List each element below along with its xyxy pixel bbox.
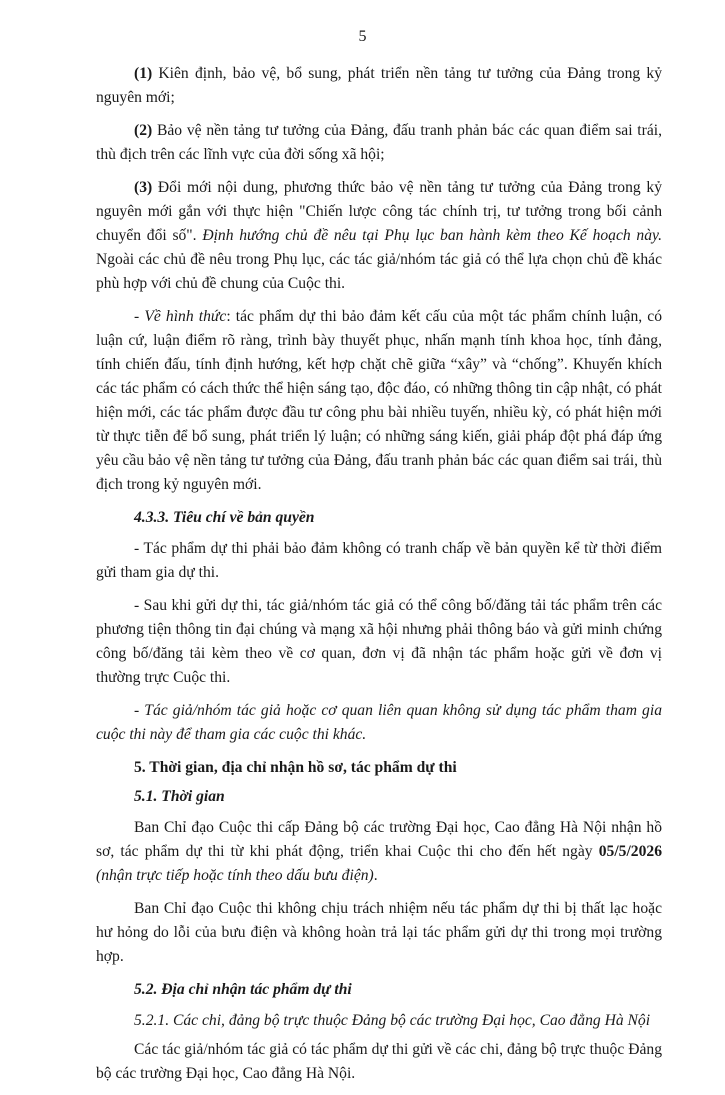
item-3-rest: Ngoài các chủ đề nêu trong Phụ lục, các tác giả/nhóm tác giả có thể lựa chọn chủ đề khác phù hợp với chủ đề chung của Cuộc thi. xyxy=(96,251,662,292)
item-1-number: (1) xyxy=(134,65,153,82)
item-3-italic-note: Định hướng chủ đề nêu tại Phụ lục ban hành kèm theo Kế hoạch này. xyxy=(202,227,662,244)
item-3-number: (3) xyxy=(134,179,153,196)
item-1-text: Kiên định, bảo vệ, bổ sung, phát triển nền tảng tư tưởng của Đảng trong kỷ nguyên mới; xyxy=(96,65,662,106)
deadline-note: (nhận trực tiếp hoặc tính theo dấu bưu điện) xyxy=(96,867,374,884)
deadline-text: Ban Chỉ đạo Cuộc thi cấp Đảng bộ các trường Đại học, Cao đẳng Hà Nội nhận hồ sơ, tác phẩm dự thi từ khi phát động, triển khai Cuộc thi cho đến hết ngày xyxy=(96,819,662,860)
section-5-2-heading: 5.2. Địa chỉ nhận tác phẩm dự thi xyxy=(134,981,352,998)
section-5-2-1-paragraph: Các tác giả/nhóm tác giả có tác phẩm dự thi gửi về các chi, đảng bộ trực thuộc Đảng bộ các trường Đại học, Cao đẳng Hà Nội. xyxy=(96,1041,662,1082)
item-2-number: (2) xyxy=(134,122,153,139)
deadline-end: . xyxy=(373,867,378,884)
copyright-paragraph-3: - Tác giả/nhóm tác giả hoặc cơ quan liên quan không sử dụng tác phẩm tham gia cuộc thi này để tham gia các cuộc thi khác. xyxy=(96,702,662,743)
copyright-paragraph-1: - Tác phẩm dự thi phải bảo đảm không có tranh chấp về bản quyền kể từ thời điểm gửi tham gia dự thi. xyxy=(96,540,662,581)
item-2-text: Bảo vệ nền tảng tư tưởng của Đảng, đấu tranh phản bác các quan điểm sai trái, thù địch trên các lĩnh vực của đời sống xã hội; xyxy=(96,122,662,163)
document-body xyxy=(96,62,662,1095)
form-criteria-paragraph xyxy=(96,305,662,497)
item-3 xyxy=(96,176,662,296)
section-5-1-heading: 5.1. Thời gian xyxy=(134,788,225,805)
item-3-text: Đổi mới nội dung, phương thức bảo vệ nền tảng tư tưởng của Đảng trong kỷ nguyên mới gắn với thực hiện "Chiến lược công tác chính trị, tư tưởng trong bối cảnh chuyển đổi số". xyxy=(96,179,662,244)
deadline-date: 05/5/2026 xyxy=(598,843,662,860)
item-2 xyxy=(96,119,662,167)
form-text: : tác phẩm dự thi bảo đảm kết cấu của một tác phẩm chính luận, có luận cứ, luận điểm rõ ràng, trình bày thuyết phục, nhấn mạnh tính khoa học, tính đảng, tính chiến đấu, tính định hướng, kết hợp chặt chẽ giữa “xây” và “chống”. Khuyến khích các tác phẩm có cách thức thể hiện sáng tạo, độc đáo, có những thông tin cập nhật, có phát hiện mới, các tác phẩm được đầu tư công phu bài nhiều tuyến, nhiều kỳ, có phát hiện mới từ thực tiễn để bổ sung, phát triển lý luận; có những sáng kiến, giải pháp đột phá đáp ứng yêu cầu bảo vệ nền tảng tư tưởng của Đảng, đấu tranh phản bác các quan điểm sai trái, thù địch trong kỷ nguyên mới. xyxy=(96,308,662,493)
section-5-1-paragraph-1 xyxy=(96,816,662,888)
form-prefix: - xyxy=(134,308,145,325)
section-5-heading: 5. Thời gian, địa chỉ nhận hồ sơ, tác phẩm dự thi xyxy=(134,759,457,776)
copyright-paragraph-2: - Sau khi gửi dự thi, tác giả/nhóm tác giả có thể công bố/đăng tải tác phẩm trên các phương tiện thông tin đại chúng và mạng xã hội nhưng phải thông báo và gửi minh chứng công bố/đăng tải kèm theo về cơ quan, đơn vị đã nhận tác phẩm hoặc gửi về đơn vị thường trực Cuộc thi. xyxy=(96,597,662,686)
item-1 xyxy=(96,62,662,110)
section-5-1-paragraph-2: Ban Chỉ đạo Cuộc thi không chịu trách nhiệm nếu tác phẩm dự thi bị thất lạc hoặc hư hỏng do lỗi của bưu điện và không hoàn trả lại tác phẩm gửi dự thi trong mọi trường hợp. xyxy=(96,900,662,965)
page-number: 5 xyxy=(358,28,367,45)
copyright-heading: 4.3.3. Tiêu chí về bản quyền xyxy=(134,509,315,526)
section-5-2-1-heading: 5.2.1. Các chi, đảng bộ trực thuộc Đảng bộ các trường Đại học, Cao đẳng Hà Nội xyxy=(134,1012,651,1029)
form-label: Về hình thức xyxy=(144,308,227,325)
